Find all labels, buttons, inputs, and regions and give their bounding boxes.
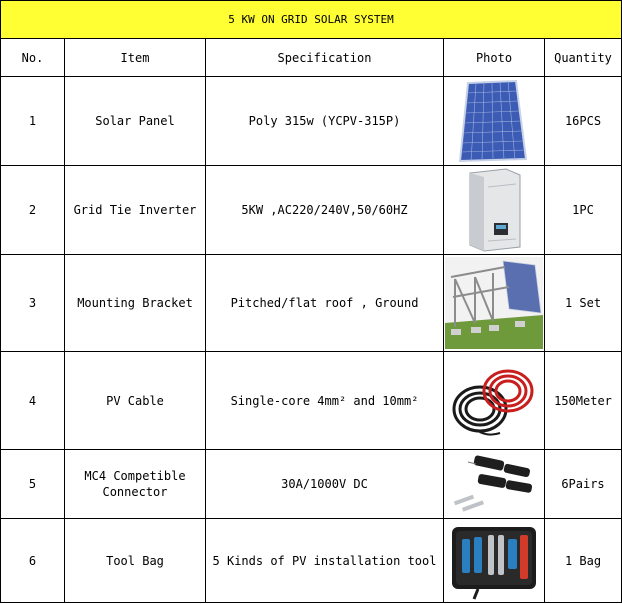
- item-specification: Poly 315w (YCPV-315P): [206, 77, 444, 166]
- table-row: [1, 352, 622, 450]
- item-quantity: 1 Bag: [545, 519, 622, 603]
- table-row: [1, 519, 622, 603]
- item-specification: Pitched/flat roof , Ground: [206, 255, 444, 352]
- row-number: 5: [1, 450, 65, 519]
- table-title: 5 KW ON GRID SOLAR SYSTEM: [1, 1, 622, 39]
- item-quantity: 6Pairs: [545, 450, 622, 519]
- mounting-bracket-image: [445, 257, 543, 349]
- header-no: No.: [1, 39, 65, 77]
- row-number: 1: [1, 77, 65, 166]
- table-row: [1, 450, 622, 519]
- item-specification: 30A/1000V DC: [206, 450, 444, 519]
- tool-bag-image: [448, 521, 540, 601]
- row-number: 3: [1, 255, 65, 352]
- item-photo: [444, 352, 545, 450]
- item-specification: 5KW ,AC220/240V,50/60HZ: [206, 166, 444, 255]
- table-row: [1, 77, 622, 166]
- header-photo: Photo: [444, 39, 545, 77]
- inverter-image: [454, 167, 534, 253]
- row-number: 6: [1, 519, 65, 603]
- pv-cable-image: [448, 361, 540, 441]
- header-quantity: Quantity: [545, 39, 622, 77]
- row-number: 2: [1, 166, 65, 255]
- item-quantity: 16PCS: [545, 77, 622, 166]
- solar-panel-image: [454, 79, 534, 163]
- item-quantity: 1PC: [545, 166, 622, 255]
- title-row: [1, 1, 622, 39]
- item-photo: [444, 166, 545, 255]
- mc4-connector-image: [448, 452, 540, 516]
- item-quantity: 1 Set: [545, 255, 622, 352]
- item-name: PV Cable: [65, 352, 206, 450]
- item-photo: [444, 255, 545, 352]
- header-row: [1, 39, 622, 77]
- header-item: Item: [65, 39, 206, 77]
- item-photo: [444, 519, 545, 603]
- item-name: Tool Bag: [65, 519, 206, 603]
- item-photo: [444, 77, 545, 166]
- item-name: Solar Panel: [65, 77, 206, 166]
- table-row: [1, 255, 622, 352]
- item-specification: Single-core 4mm² and 10mm²: [206, 352, 444, 450]
- header-specification: Specification: [206, 39, 444, 77]
- item-photo: [444, 450, 545, 519]
- row-number: 4: [1, 352, 65, 450]
- item-name: Mounting Bracket: [65, 255, 206, 352]
- item-name: Grid Tie Inverter: [65, 166, 206, 255]
- item-quantity: 150Meter: [545, 352, 622, 450]
- table-row: [1, 166, 622, 255]
- item-specification: 5 Kinds of PV installation tool: [206, 519, 444, 603]
- item-name: MC4 Competible Connector: [65, 450, 206, 519]
